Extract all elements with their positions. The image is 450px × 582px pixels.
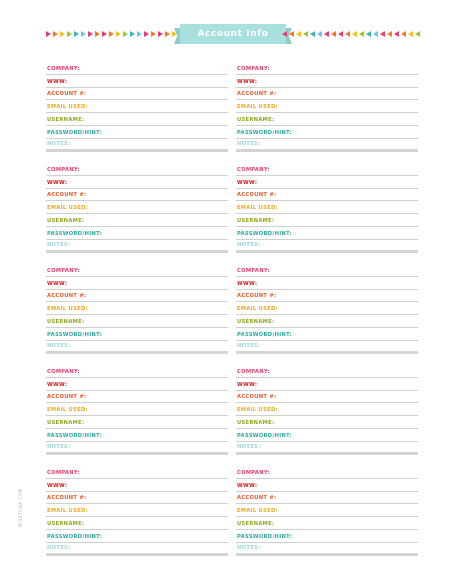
triangle-decoration	[60, 31, 65, 37]
notes-field-label: NOTES:	[47, 140, 71, 147]
notes-field[interactable]	[46, 543, 228, 556]
account-number-field-label: ACCOUNT #:	[47, 394, 87, 401]
account-number-field-label: ACCOUNT #:	[47, 192, 87, 199]
company-field[interactable]	[46, 62, 228, 75]
notes-field[interactable]	[236, 442, 418, 455]
account-number-field[interactable]	[46, 189, 228, 202]
www-field[interactable]	[236, 176, 418, 189]
right-triangle-strip	[282, 31, 420, 39]
username-field-label: USERNAME:	[47, 217, 85, 224]
email-used-field[interactable]	[46, 100, 228, 113]
password-hint-field-label: PASSWORD/HINT:	[47, 230, 103, 237]
account-number-field[interactable]	[236, 492, 418, 505]
page-title: Account Info	[180, 24, 286, 44]
www-field[interactable]	[236, 75, 418, 88]
username-field[interactable]	[236, 113, 418, 126]
triangle-decoration	[310, 31, 315, 37]
www-field-label: WWW:	[237, 78, 258, 85]
notes-field[interactable]	[46, 139, 228, 152]
triangle-decoration	[123, 31, 128, 37]
triangle-decoration	[408, 31, 413, 37]
account-block-r5-left	[46, 466, 228, 556]
username-field-label: USERNAME:	[47, 116, 85, 123]
email-used-field-label: EMAIL USED:	[47, 407, 88, 414]
account-number-field-label: ACCOUNT #:	[47, 293, 87, 300]
triangle-decoration	[380, 31, 385, 37]
www-field-label: WWW:	[237, 280, 258, 287]
www-field[interactable]	[46, 75, 228, 88]
password-hint-field-label: PASSWORD/HINT:	[47, 331, 103, 338]
password-hint-field-label: PASSWORD/HINT:	[237, 230, 293, 237]
triangle-decoration	[116, 31, 121, 37]
triangle-decoration	[144, 31, 149, 37]
username-field[interactable]	[236, 315, 418, 328]
triangle-decoration	[352, 31, 357, 37]
company-field-label: COMPANY:	[47, 368, 80, 375]
account-block-r3-left	[46, 264, 228, 354]
username-field[interactable]	[236, 517, 418, 530]
password-hint-field-label: PASSWORD/HINT:	[47, 129, 103, 136]
company-field-label: COMPANY:	[237, 368, 270, 375]
www-field-label: WWW:	[47, 78, 68, 85]
notes-field-label: NOTES:	[47, 443, 71, 450]
triangle-decoration	[151, 31, 156, 37]
email-used-field-label: EMAIL USED:	[47, 508, 88, 515]
email-used-field-label: EMAIL USED:	[237, 104, 278, 111]
account-block-r3-right	[236, 264, 418, 354]
triangle-decoration	[67, 31, 72, 37]
notes-field[interactable]	[236, 240, 418, 253]
username-field-label: USERNAME:	[47, 520, 85, 527]
www-field[interactable]	[46, 277, 228, 290]
triangle-decoration	[289, 31, 294, 37]
company-field-label: COMPANY:	[47, 267, 80, 274]
title-ribbon	[174, 24, 292, 46]
email-used-field[interactable]	[46, 201, 228, 214]
triangle-decoration	[394, 31, 399, 37]
email-used-field-label: EMAIL USED:	[237, 306, 278, 313]
email-used-field[interactable]	[236, 100, 418, 113]
username-field[interactable]	[46, 113, 228, 126]
company-field-label: COMPANY:	[237, 469, 270, 476]
www-field-label: WWW:	[237, 482, 258, 489]
password-hint-field[interactable]	[236, 227, 418, 240]
account-block-r4-left	[46, 365, 228, 455]
username-field-label: USERNAME:	[47, 419, 85, 426]
password-hint-field[interactable]	[236, 328, 418, 341]
notes-field-label: NOTES:	[47, 342, 71, 349]
company-field[interactable]	[236, 163, 418, 176]
notes-field-label: NOTES:	[237, 544, 261, 551]
email-used-field-label: EMAIL USED:	[237, 508, 278, 515]
password-hint-field[interactable]	[46, 328, 228, 341]
username-field-label: USERNAME:	[47, 318, 85, 325]
email-used-field[interactable]	[236, 302, 418, 315]
notes-field-label: NOTES:	[47, 544, 71, 551]
triangle-decoration	[338, 31, 343, 37]
company-field[interactable]	[236, 466, 418, 479]
triangle-decoration	[158, 31, 163, 37]
password-hint-field[interactable]	[236, 126, 418, 139]
company-field[interactable]	[236, 264, 418, 277]
triangle-decoration	[81, 31, 86, 37]
username-field[interactable]	[46, 214, 228, 227]
account-block-r1-left	[46, 62, 228, 152]
username-field[interactable]	[236, 416, 418, 429]
company-field-label: COMPANY:	[237, 65, 270, 72]
company-field[interactable]	[236, 365, 418, 378]
header-banner	[46, 24, 420, 46]
account-number-field[interactable]	[236, 290, 418, 303]
triangle-decoration	[165, 31, 170, 37]
notes-field[interactable]	[236, 139, 418, 152]
email-used-field-label: EMAIL USED:	[237, 205, 278, 212]
account-number-field[interactable]	[46, 290, 228, 303]
www-field[interactable]	[46, 378, 228, 391]
triangle-decoration	[359, 31, 364, 37]
password-hint-field-label: PASSWORD/HINT:	[237, 331, 293, 338]
username-field-label: USERNAME:	[237, 419, 275, 426]
username-field[interactable]	[46, 517, 228, 530]
www-field[interactable]	[236, 479, 418, 492]
www-field[interactable]	[46, 176, 228, 189]
account-block-r4-right	[236, 365, 418, 455]
email-used-field[interactable]	[236, 403, 418, 416]
username-field-label: USERNAME:	[237, 116, 275, 123]
triangle-decoration	[296, 31, 301, 37]
username-field-label: USERNAME:	[237, 520, 275, 527]
company-field[interactable]	[46, 264, 228, 277]
password-hint-field[interactable]	[236, 429, 418, 442]
password-hint-field-label: PASSWORD/HINT:	[47, 432, 103, 439]
notes-field-label: NOTES:	[47, 241, 71, 248]
email-used-field-label: EMAIL USED:	[237, 407, 278, 414]
password-hint-field[interactable]	[46, 126, 228, 139]
password-hint-field-label: PASSWORD/HINT:	[237, 129, 293, 136]
triangle-decoration	[387, 31, 392, 37]
account-number-field[interactable]	[236, 391, 418, 404]
company-field-label: COMPANY:	[47, 65, 80, 72]
triangle-decoration	[95, 31, 100, 37]
account-block-r2-right	[236, 163, 418, 253]
company-field[interactable]	[236, 62, 418, 75]
notes-field[interactable]	[236, 341, 418, 354]
notes-field[interactable]	[236, 543, 418, 556]
username-field[interactable]	[46, 416, 228, 429]
left-triangle-strip	[46, 31, 184, 39]
account-block-r2-left	[46, 163, 228, 253]
username-field-label: USERNAME:	[237, 318, 275, 325]
account-number-field[interactable]	[46, 391, 228, 404]
account-block-r1-right	[236, 62, 418, 152]
password-hint-field[interactable]	[46, 227, 228, 240]
notes-field-label: NOTES:	[237, 443, 261, 450]
triangle-decoration	[303, 31, 308, 37]
email-used-field[interactable]	[236, 504, 418, 517]
notes-field-label: NOTES:	[237, 140, 261, 147]
www-field-label: WWW:	[47, 381, 68, 388]
notes-field[interactable]	[46, 341, 228, 354]
triangle-decoration	[130, 31, 135, 37]
www-field[interactable]	[46, 479, 228, 492]
triangle-decoration	[53, 31, 58, 37]
triangle-decoration	[373, 31, 378, 37]
triangle-decoration	[415, 31, 420, 37]
triangle-decoration	[401, 31, 406, 37]
password-hint-field[interactable]	[46, 429, 228, 442]
password-hint-field-label: PASSWORD/HINT:	[47, 533, 103, 540]
triangle-decoration	[102, 31, 107, 37]
username-field[interactable]	[236, 214, 418, 227]
account-number-field[interactable]	[46, 88, 228, 101]
password-hint-field-label: PASSWORD/HINT:	[237, 533, 293, 540]
account-number-field-label: ACCOUNT #:	[237, 293, 277, 300]
account-number-field-label: ACCOUNT #:	[237, 192, 277, 199]
company-field-label: COMPANY:	[237, 267, 270, 274]
email-used-field[interactable]	[236, 201, 418, 214]
company-field-label: COMPANY:	[47, 469, 80, 476]
company-field[interactable]	[46, 163, 228, 176]
company-field[interactable]	[46, 466, 228, 479]
notes-field-label: NOTES:	[237, 342, 261, 349]
account-number-field[interactable]	[236, 88, 418, 101]
company-field-label: COMPANY:	[237, 166, 270, 173]
triangle-decoration	[88, 31, 93, 37]
email-used-field[interactable]	[46, 302, 228, 315]
www-field-label: WWW:	[47, 482, 68, 489]
password-hint-field-label: PASSWORD/HINT:	[237, 432, 293, 439]
account-number-field[interactable]	[46, 492, 228, 505]
password-hint-field[interactable]	[236, 530, 418, 543]
triangle-decoration	[137, 31, 142, 37]
triangle-decoration	[366, 31, 371, 37]
company-field[interactable]	[46, 365, 228, 378]
www-field-label: WWW:	[47, 280, 68, 287]
www-field-label: WWW:	[47, 179, 68, 186]
email-used-field-label: EMAIL USED:	[47, 104, 88, 111]
username-field-label: USERNAME:	[237, 217, 275, 224]
triangle-decoration	[282, 31, 287, 37]
www-field[interactable]	[236, 378, 418, 391]
email-used-field[interactable]	[46, 403, 228, 416]
www-field-label: WWW:	[237, 179, 258, 186]
triangle-decoration	[74, 31, 79, 37]
email-used-field[interactable]	[46, 504, 228, 517]
triangle-decoration	[345, 31, 350, 37]
account-number-field[interactable]	[236, 189, 418, 202]
www-field[interactable]	[236, 277, 418, 290]
account-number-field-label: ACCOUNT #:	[47, 91, 87, 98]
triangle-decoration	[46, 31, 51, 37]
account-number-field-label: ACCOUNT #:	[237, 394, 277, 401]
username-field[interactable]	[46, 315, 228, 328]
triangle-decoration	[324, 31, 329, 37]
triangle-decoration	[317, 31, 322, 37]
company-field-label: COMPANY:	[47, 166, 80, 173]
triangle-decoration	[109, 31, 114, 37]
email-used-field-label: EMAIL USED:	[47, 306, 88, 313]
notes-field[interactable]	[46, 442, 228, 455]
account-number-field-label: ACCOUNT #:	[47, 495, 87, 502]
email-used-field-label: EMAIL USED:	[47, 205, 88, 212]
account-number-field-label: ACCOUNT #:	[237, 91, 277, 98]
www-field-label: WWW:	[237, 381, 258, 388]
notes-field-label: NOTES:	[237, 241, 261, 248]
footer-credit: MISSTIINA.COM	[18, 488, 23, 527]
triangle-decoration	[331, 31, 336, 37]
password-hint-field[interactable]	[46, 530, 228, 543]
account-number-field-label: ACCOUNT #:	[237, 495, 277, 502]
notes-field[interactable]	[46, 240, 228, 253]
account-block-r5-right	[236, 466, 418, 556]
